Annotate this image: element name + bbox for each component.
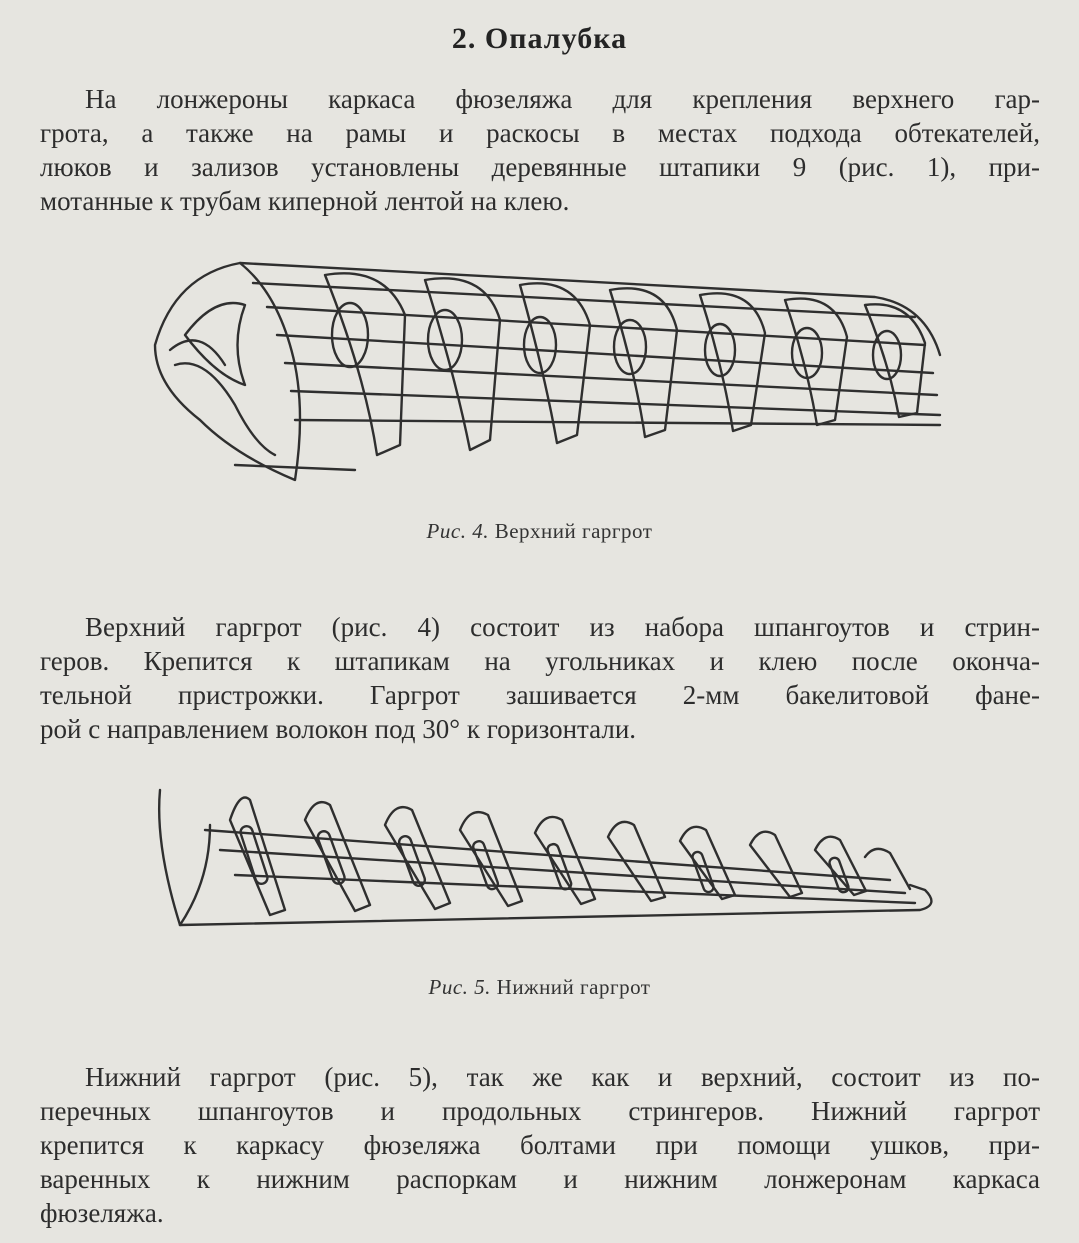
text-line: фюзеляжа. xyxy=(40,1198,164,1228)
figure-lower-fairing-drawing xyxy=(150,785,940,935)
text-line: крепится к каркасу фюзеляжа болтами при помощи ушков, при- xyxy=(40,1130,1040,1160)
section-title: 2. Опалубка xyxy=(451,22,628,55)
figure4-caption xyxy=(0,519,1079,544)
paragraph-formwork-intro xyxy=(40,82,1040,218)
text-line: рой с направлением волокон под 30° к горизонтали. xyxy=(40,714,637,744)
figure4-caption-prefix: Рис. 4. xyxy=(426,519,489,543)
text-line: тельной пристрожки. Гаргрот зашивается 2-мм бакелитовой фане- xyxy=(40,680,1040,710)
figure4-caption-text: Верхний гаргрот xyxy=(494,519,653,543)
text-line: перечных шпангоутов и продольных стрингеров. Нижний гаргрот xyxy=(40,1096,1040,1126)
text-line: Нижний гаргрот (рис. 5), так же как и верхний, состоит из по- xyxy=(85,1062,1040,1092)
text-line: люков и зализов установлены деревянные штапики 9 (рис. 1), при- xyxy=(40,152,1040,182)
paragraph-upper-fairing xyxy=(40,610,1040,746)
figure5-caption-text: Нижний гаргрот xyxy=(496,975,651,999)
text-line: геров. Крепится к штапикам на угольниках и клею после оконча- xyxy=(40,646,1040,676)
text-line: грота, а также на рамы и раскосы в местах подхода обтекателей, xyxy=(40,118,1040,148)
text-line: Верхний гаргрот (рис. 4) состоит из набора шпангоутов и стрин- xyxy=(85,612,1040,642)
text-line: мотанные к трубам киперной лентой на клею. xyxy=(40,186,570,216)
figure5-caption-prefix: Рис. 5. xyxy=(428,975,491,999)
text-line: варенных к нижним распоркам и нижним лонжеронам каркаса xyxy=(40,1164,1040,1194)
figure5-caption xyxy=(0,975,1079,1000)
text-line: На лонжероны каркаса фюзеляжа для крепления верхнего гар- xyxy=(85,84,1040,114)
figure-upper-fairing-drawing xyxy=(145,255,965,495)
paragraph-lower-fairing xyxy=(40,1060,1040,1230)
